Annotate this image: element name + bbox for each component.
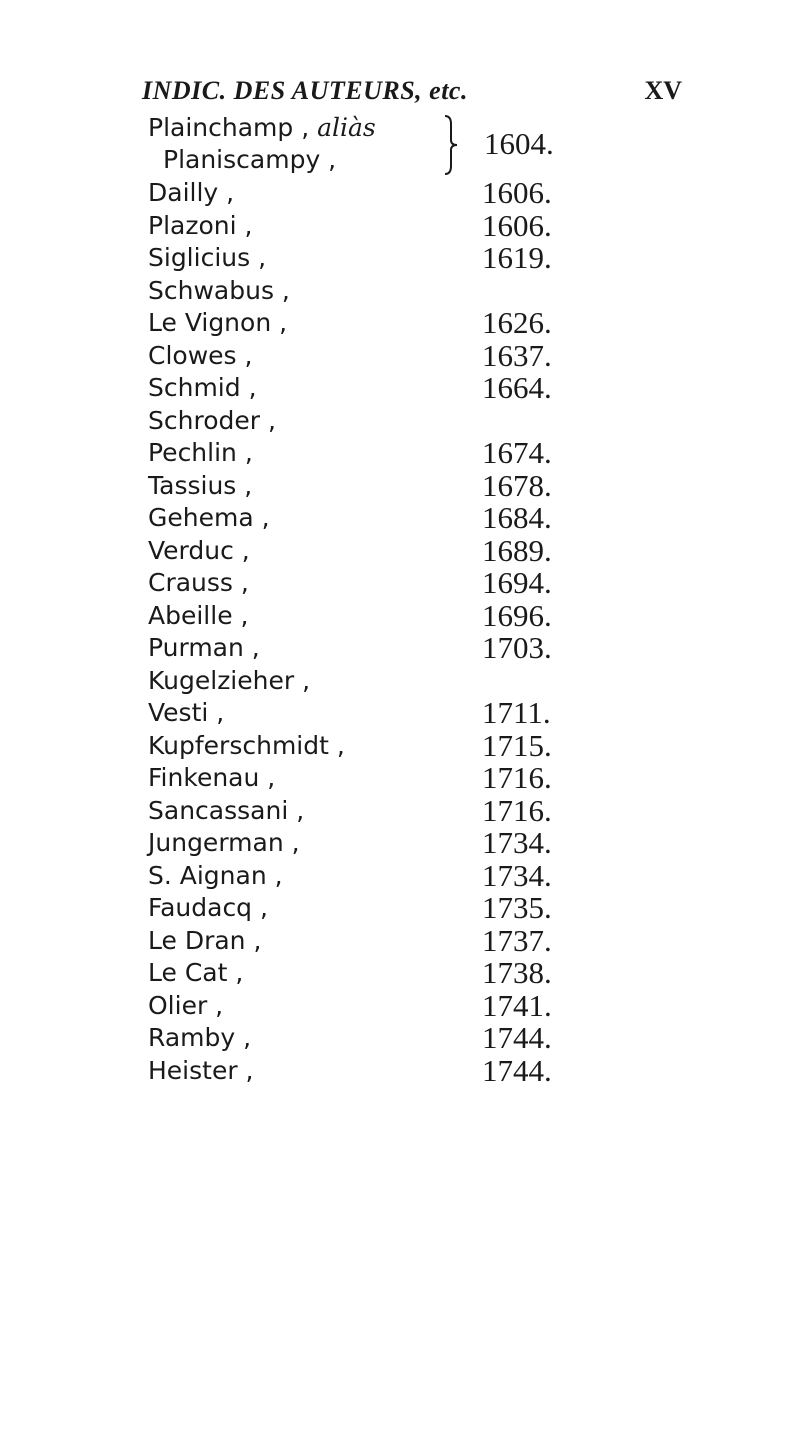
list-item <box>0 827 800 860</box>
list-item <box>0 467 800 503</box>
author-name: Kupferschmidt , <box>148 730 345 760</box>
author-year: 1716. <box>482 760 552 795</box>
author-year: 1678. <box>482 467 552 503</box>
list-item <box>0 987 800 1023</box>
group-line-1 <box>148 112 376 144</box>
list-item <box>0 857 800 893</box>
list-item <box>0 177 800 210</box>
list-item <box>0 792 800 828</box>
list-item <box>0 957 800 990</box>
author-year: 1696. <box>482 597 552 633</box>
author-year: 1716. <box>482 792 552 828</box>
group-name-1: Plainchamp , <box>148 113 310 142</box>
brace-icon <box>442 114 460 176</box>
group-alias: aliàs <box>317 113 376 142</box>
author-name: Jungerman , <box>148 828 300 857</box>
author-name: Faudacq , <box>148 893 268 922</box>
list-item <box>0 665 800 698</box>
author-name: Dailly , <box>148 178 235 207</box>
list-item <box>0 502 800 535</box>
list-item <box>0 762 800 795</box>
author-year: 1694. <box>482 565 552 600</box>
list-item <box>0 337 800 373</box>
author-year: 1711. <box>482 695 551 730</box>
author-name: Verduc , <box>148 535 250 565</box>
page-number: XV <box>644 76 682 105</box>
header-etc: , etc. <box>415 76 468 105</box>
author-name: Tassius , <box>148 470 253 500</box>
author-year: 1735. <box>482 890 552 925</box>
list-item <box>0 892 800 925</box>
author-year: 1626. <box>482 305 552 340</box>
author-name: Schmid , <box>148 373 257 402</box>
author-name: Le Vignon , <box>148 308 288 337</box>
author-year: 1606. <box>482 175 552 210</box>
list-item <box>0 405 800 438</box>
author-year: 1674. <box>482 435 552 470</box>
author-name: Vesti , <box>148 698 225 727</box>
group-year: 1604. <box>484 126 554 161</box>
author-year: 1738. <box>482 955 552 990</box>
list-item <box>0 1052 800 1088</box>
list-item <box>0 275 800 308</box>
author-name: Purman , <box>148 633 260 662</box>
list-item <box>0 1022 800 1055</box>
author-year: 1703. <box>482 630 552 665</box>
header-title <box>142 76 468 106</box>
list-item <box>0 372 800 405</box>
author-name: Heister , <box>148 1055 254 1085</box>
author-name: Plazoni , <box>148 210 253 240</box>
author-name: Finkenau , <box>148 763 276 792</box>
author-name: Le Cat , <box>148 958 244 987</box>
running-header <box>142 76 682 112</box>
author-name: Sancassani , <box>148 795 305 825</box>
author-name: Siglicius , <box>148 243 267 272</box>
author-year: 1619. <box>482 240 552 275</box>
list-item <box>0 922 800 958</box>
author-year: 1741. <box>482 987 552 1023</box>
list-item <box>0 307 800 340</box>
author-name: Crauss , <box>148 568 249 597</box>
author-name: Olier , <box>148 990 224 1020</box>
author-year: 1715. <box>482 727 552 763</box>
author-name: Kugelzieher , <box>148 665 311 695</box>
author-name: Abeille , <box>148 600 249 630</box>
author-year: 1684. <box>482 500 552 535</box>
author-index-list <box>0 112 800 1087</box>
author-name: Schwabus , <box>148 275 290 305</box>
list-item <box>0 567 800 600</box>
list-item <box>0 697 800 730</box>
list-item <box>0 532 800 568</box>
list-item <box>0 597 800 633</box>
header-title-text: INDIC. DES AUTEURS <box>142 76 416 105</box>
author-name: Schroder , <box>148 405 276 435</box>
group-name-2: Planiscampy , <box>163 145 337 174</box>
author-year: 1637. <box>482 337 552 373</box>
list-item <box>0 207 800 243</box>
grouped-entry <box>0 112 800 177</box>
author-year: 1664. <box>482 370 552 405</box>
list-item <box>0 727 800 763</box>
list-item <box>0 437 800 470</box>
author-name: Gehema , <box>148 503 270 532</box>
list-item <box>0 632 800 665</box>
author-name: Ramby , <box>148 1023 252 1052</box>
author-name: Pechlin , <box>148 438 253 467</box>
author-year: 1689. <box>482 532 552 568</box>
author-year: 1744. <box>482 1020 552 1055</box>
author-year: 1737. <box>482 922 552 958</box>
list-item <box>0 242 800 275</box>
author-year: 1744. <box>482 1052 552 1088</box>
author-name: Le Dran , <box>148 925 262 955</box>
entries-container <box>0 177 800 1087</box>
author-name: Clowes , <box>148 340 253 370</box>
author-year: 1734. <box>482 857 552 893</box>
author-name: S. Aignan , <box>148 860 283 890</box>
author-year: 1606. <box>482 207 552 243</box>
author-year: 1734. <box>482 825 552 860</box>
